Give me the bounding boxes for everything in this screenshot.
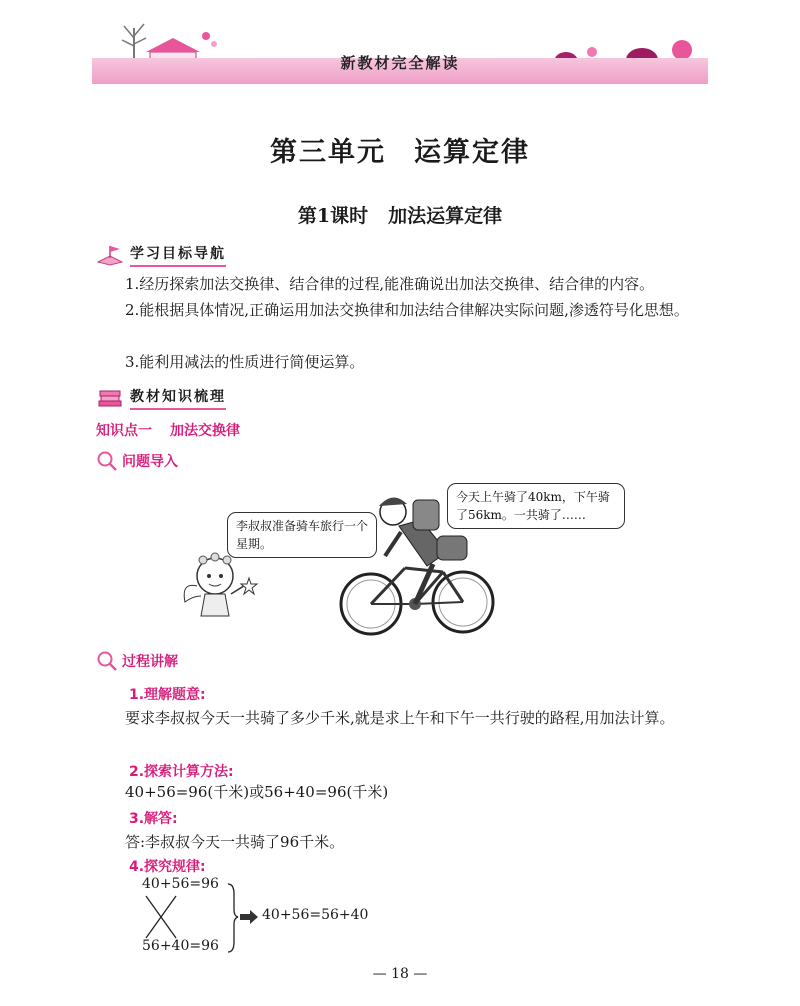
goal-item-2: 2.能根据具体情况,正确运用加法交换律和加法结合律解决实际问题,渗透符号化思想。 <box>125 301 689 319</box>
knowledge-point-name: 加法交换律 <box>170 423 240 439</box>
lesson-name: 加法运算定律 <box>388 205 503 227</box>
knowledge-point-label: 知识点一 <box>96 423 152 439</box>
flag-book-icon <box>96 244 124 266</box>
process-title: 过程讲解 <box>122 654 178 670</box>
page-header <box>92 14 708 86</box>
section-goals-heading <box>96 243 226 267</box>
process-heading <box>96 650 178 672</box>
step1-label: 1.理解题意: <box>129 687 206 703</box>
law-result: 40+56=56+40 <box>262 907 369 923</box>
commutative-law-diagram <box>138 874 388 960</box>
unit-title <box>0 130 800 169</box>
header-title: 新教材完全解读 <box>340 54 460 72</box>
books-stack-icon <box>96 387 124 409</box>
step1-text: 要求李叔叔今天一共骑了多少千米,就是求上午和下午一共行驶的路程,用加法计算。 <box>125 709 675 727</box>
section-knowledge-title: 教材知识梳理 <box>130 386 226 410</box>
knowledge-point-title <box>96 420 240 440</box>
section-knowledge-heading <box>96 386 226 410</box>
page-number: — 18 — <box>372 966 428 982</box>
unit-number: 第三单元 <box>270 137 386 168</box>
lesson-title <box>0 201 800 228</box>
goal-item-1: 1.经历探索加法交换律、结合律的过程,能准确说出加法交换律、结合律的内容。 <box>125 275 655 293</box>
step4-label: 4.探究规律: <box>129 859 206 875</box>
step3-label: 3.解答: <box>129 811 178 827</box>
step3-text: 答:李叔叔今天一共骑了96千米。 <box>125 833 345 851</box>
section-goals-title: 学习目标导航 <box>130 243 226 267</box>
goal-item-3: 3.能利用减法的性质进行简便运算。 <box>125 353 365 371</box>
lesson-number: 第1课时 <box>297 205 369 227</box>
speech-bubble-right: 今天上午骑了40km，下午骑了56km。一共骑了…… <box>447 483 625 529</box>
magnifier-icon <box>96 450 118 472</box>
magnifier-icon <box>96 650 118 672</box>
step2-text: 40+56=96(千米)或56+40=96(千米) <box>125 783 389 801</box>
intro-heading <box>96 450 178 472</box>
law-equation-top: 40+56=96 <box>142 876 219 892</box>
speech-bubble-left: 李叔叔准备骑车旅行一个星期。 <box>227 512 377 558</box>
unit-name: 运算定律 <box>414 137 530 168</box>
cycling-illustration <box>175 486 625 638</box>
intro-title: 问题导入 <box>122 454 178 470</box>
law-equation-bottom: 56+40=96 <box>142 938 219 954</box>
step2-label: 2.探索计算方法: <box>129 764 234 780</box>
